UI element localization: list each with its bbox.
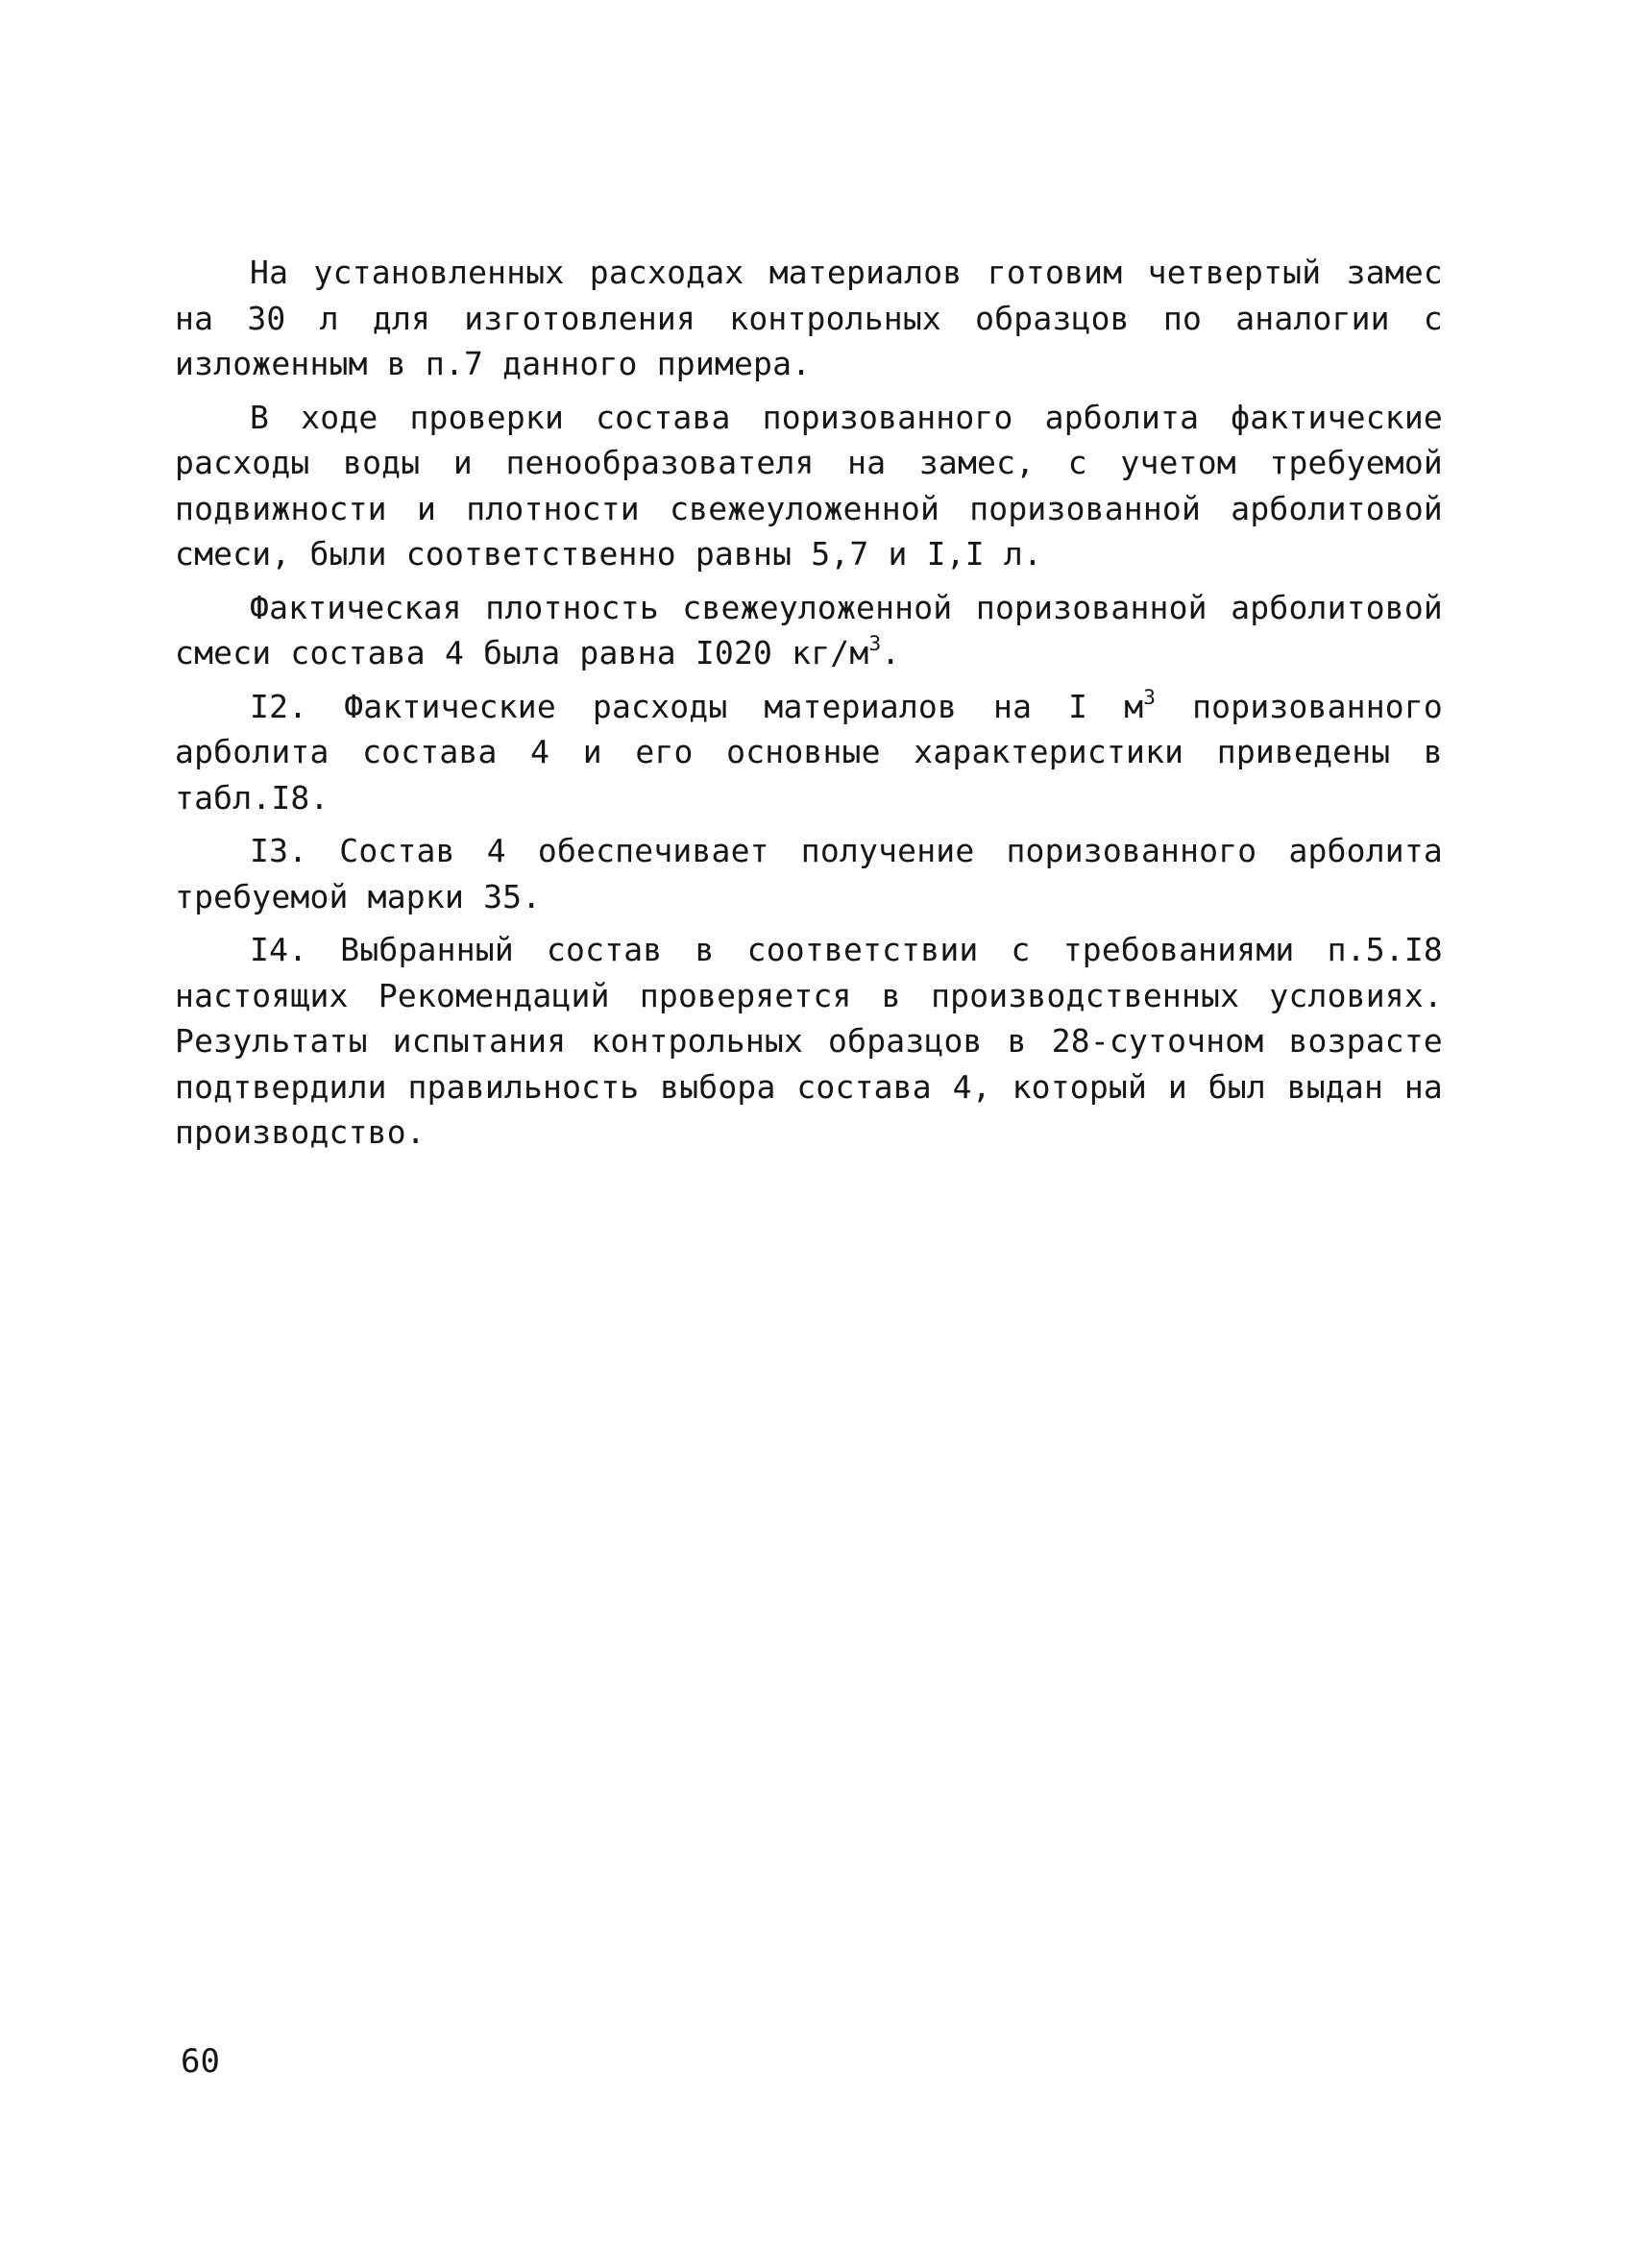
paragraph-item-13: I3. Состав 4 обеспечивает получение поризованного арболита требуемой марки 35. — [175, 832, 1443, 915]
cubic-superscript: 3 — [868, 632, 882, 655]
paragraph-item-12 — [175, 684, 1443, 821]
body-text — [175, 250, 1443, 1156]
paragraph-actual-density — [175, 585, 1443, 676]
paragraph-actual-density-end: . — [881, 634, 901, 671]
page-number: 60 — [181, 2042, 220, 2081]
paragraph-fourth-batch: На установленных расходах материалов готовим четвертый замес на 30 л для изготовления контрольных образцов по аналогии с изложенным в п.7 данного примера. — [175, 254, 1443, 382]
paragraph-item-14: I4. Выбранный состав в соответствии с требованиями п.5.I8 настоящих Рекомендаций проверяется в производственных условиях. Результаты испытания контрольных образцов в 28-суточном возрасте подтвердили правильность выбора состава 4, который и был выдан на производство. — [175, 931, 1443, 1151]
paragraph-item-12-text: I2. Фактические расходы материалов на I м — [250, 687, 1144, 725]
cubic-superscript: 3 — [1143, 685, 1157, 709]
paragraph-water-foam-check: В ходе проверки состава поризованного арболита фактические расходы воды и пенообразователя на замес, с учетом требуемой подвижности и плотности свежеуложенной поризованной арболитовой смеси, были соответственно равны 5,7 и I,I л. — [175, 398, 1443, 573]
paragraph-actual-density-text: Фактическая плотность свежеуложенной поризованной арболитовой смеси состава 4 была равна I020 кг/м — [175, 588, 1443, 671]
paragraph-item-12-end: поризованного арболита состава 4 и его основные характеристики приведены в табл.I8. — [175, 687, 1443, 817]
